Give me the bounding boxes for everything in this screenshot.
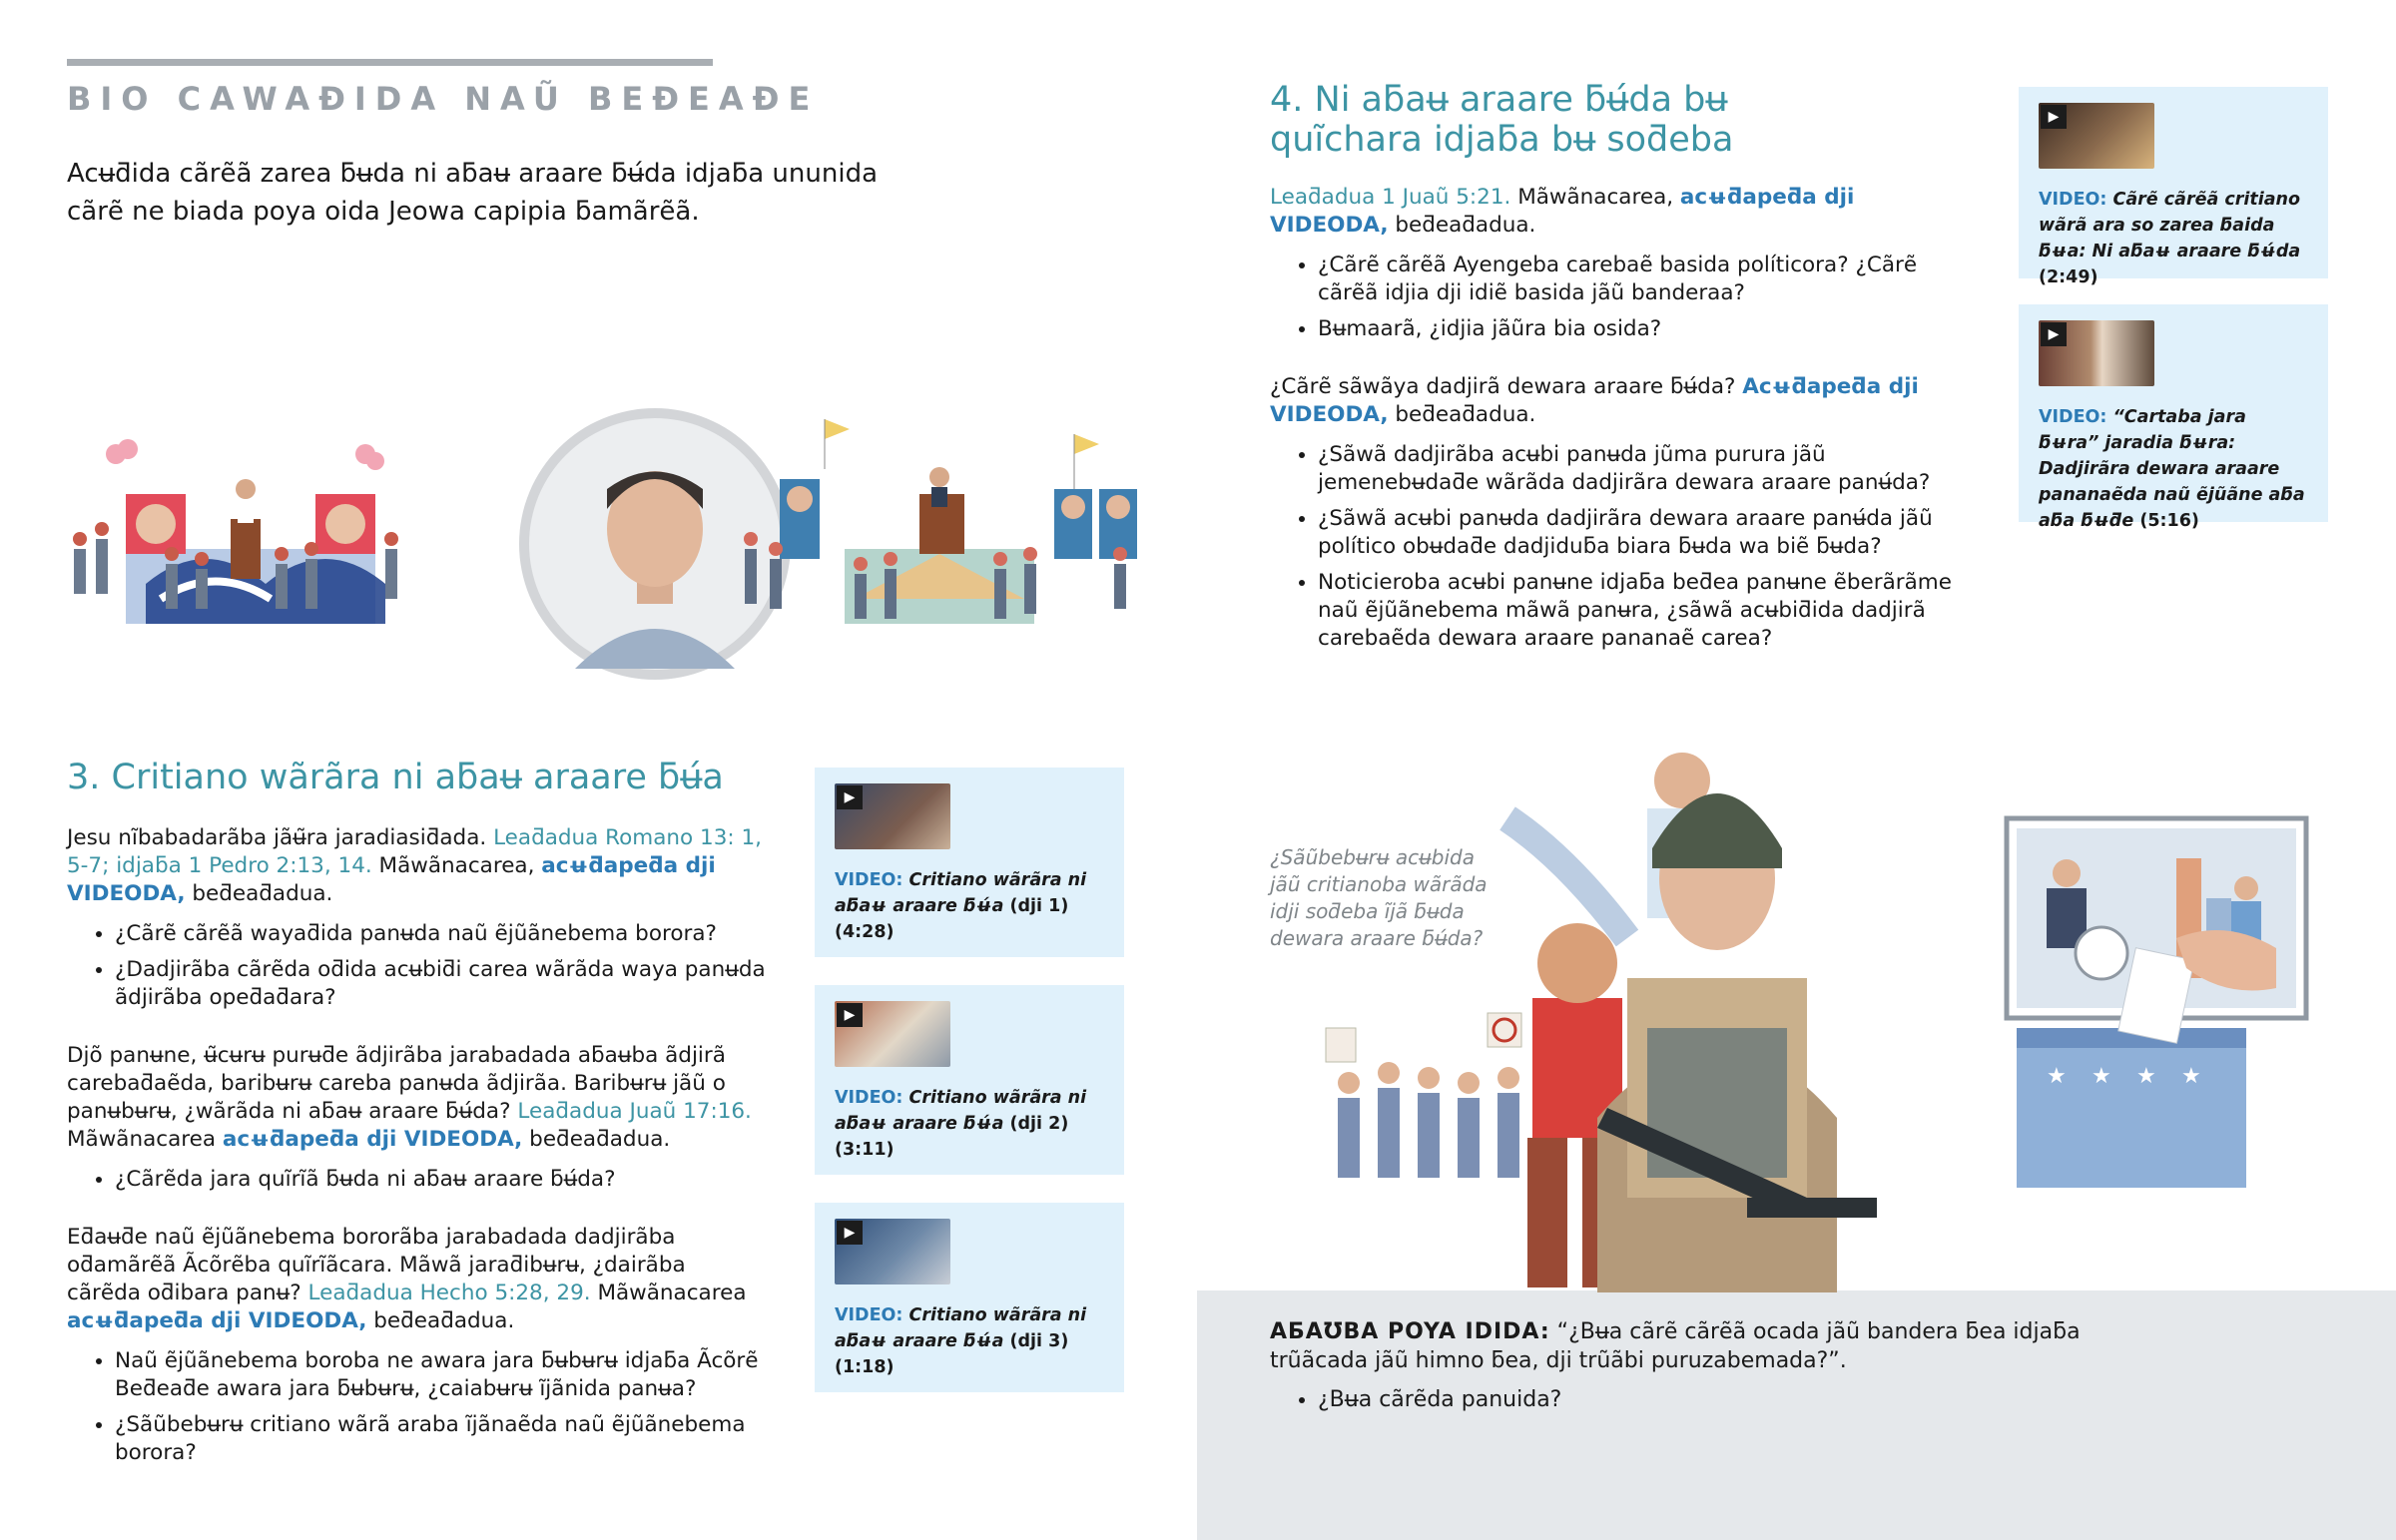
play-icon[interactable]: ▶ — [837, 1221, 863, 1245]
question-item: • ¿Dadjirãba cãrẽda oƌida acʉbiƌi carea wãrãda waya panʉda ãdjirãba opeƌaƌara? — [115, 956, 766, 1012]
question-list — [1270, 252, 1979, 343]
section-3-paragraph-2 — [67, 1042, 766, 1154]
video-caption — [2039, 187, 2308, 290]
video-caption — [835, 867, 1104, 945]
video-box-3[interactable] — [815, 1203, 1124, 1392]
section-4-title: 4. Ni aƃaʉ araare ƃʉ́da bʉ quĩchara idjaƃa bʉ soƌeba — [1270, 80, 1734, 160]
video-duration: (dji 1) (4:28) — [835, 896, 1069, 942]
question-list — [67, 1347, 766, 1467]
video-box-2[interactable] — [815, 985, 1124, 1175]
scripture-link[interactable]: Leaƌadua Juaũ 17:16. — [517, 1099, 752, 1124]
scripture-link[interactable]: Leaƌadua 1 Juaũ 5:21. — [1270, 185, 1511, 210]
lesson-kicker: BIO CAWAƉIDA NAŨ BEƉEAƉE — [67, 80, 820, 118]
section-3-body — [67, 824, 766, 1497]
video-duration: (dji 3) (1:18) — [835, 1331, 1069, 1377]
video-box-1[interactable] — [815, 768, 1124, 957]
section-3-paragraph-3 — [67, 1224, 766, 1335]
video-box-4[interactable] — [2019, 87, 2328, 287]
play-icon[interactable]: ▶ — [837, 785, 863, 809]
question-item: • ¿Bʉa cãrẽda panuida? — [1318, 1385, 2168, 1414]
section-4-body — [1270, 184, 1979, 683]
svg-text:★: ★ — [2181, 1064, 2201, 1089]
paragraph-text: Mãwãnacarea — [67, 1127, 217, 1152]
question-list — [1270, 441, 1979, 653]
video-label: VIDEO: — [2039, 407, 2107, 427]
question-list — [67, 1166, 766, 1194]
question-item: • ¿Sãwã dadjirãba acʉbi panʉda jũma purura jãũ jemenebʉdaƌe wãrãda dadjirãra dewara araare panʉ́da? — [1318, 441, 1979, 497]
top-rule — [67, 59, 713, 66]
svg-text:★: ★ — [2136, 1064, 2156, 1089]
intro-paragraph: Acʉƌida cãrẽã zarea ƃʉda ni aƃaʉ araare ƃʉ́da idjaƃa ununida cãrẽ ne biada poya oida Jeowa capipia ƃamãrẽã. — [67, 159, 879, 227]
video-caption — [835, 1302, 1104, 1380]
question-item: • ¿Cãrẽda jara quĩrĩã ƃʉda ni aƃaʉ araare ƃʉ́da? — [115, 1166, 766, 1194]
video-thumbnail[interactable] — [835, 1219, 950, 1284]
paragraph-text: beƌeaƌadua. — [1395, 402, 1536, 427]
paragraph-text: beƌeaƌadua. — [373, 1308, 515, 1333]
video-title: “Cartaba jara ƃʉra” jaradia ƃʉra: Dadjirãra dewara araare pananaẽda naũ ẽjũãne aƃa aƃa ƃʉƌe — [2039, 407, 2305, 531]
paragraph-text: Mãwãnacarea, — [1517, 185, 1674, 210]
video-duration: (dji 2) (3:11) — [835, 1114, 1069, 1160]
video-thumbnail[interactable] — [2039, 103, 2154, 169]
question-item: • ¿Sãwã acʉbi panʉda dadjirãra dewara araare panʉ́da jãũ político obʉdaƌe dadjiduƃa biara ƃʉda wa biẽ ƃʉda? — [1318, 505, 1979, 561]
play-icon[interactable]: ▶ — [837, 1003, 863, 1027]
objection-block — [1270, 1317, 2168, 1414]
objection-lead: AƂAƱBA POYA IDIDA: — [1270, 1319, 1550, 1344]
paragraph-text: beƌeaƌadua. — [192, 881, 333, 906]
video-label: VIDEO: — [835, 1088, 903, 1108]
video-thumbnail[interactable] — [835, 783, 950, 849]
video-duration: (2:49) — [2039, 267, 2098, 287]
paragraph-text: ¿Cãrẽ sãwãya dadjirã dewara araare ƃʉ́da? — [1270, 374, 1736, 399]
paragraph-text: Djõ panʉne, ʉ̃cʉrʉ purʉƌe ãdjirãba jarabadada aƃaʉba ãdjirã carebaƌaẽda, baribʉrʉ careba panʉda ãdjirãa. Baribʉrʉ jãũ o panʉbʉrʉ, ¿wãrãda ni aƃaʉ araare ƃʉ́da? — [67, 1043, 726, 1124]
scripture-link[interactable]: Leaƌadua Hecho 5:28, 29. — [307, 1281, 591, 1305]
video-duration: (5:16) — [2139, 511, 2199, 531]
question-item: • Noticieroba acʉbi panʉne idjaƃa beƌea panʉne ẽberãrãme naũ ẽjũãnebema mãwã panʉra, ¿sãwã acʉbiƌida dadjirã carebaẽda dewara araare pananaẽ carea? — [1318, 569, 1979, 653]
question-list — [67, 920, 766, 1012]
question-item: • ¿Cãrẽ cãrẽã Ayengeba carebaẽ basida políticora? ¿Cãrẽ cãrẽã idjia dji idiẽ basida jãũ banderaa? — [1318, 252, 1979, 307]
section-3-title: 3. Critiano wãrãra ni aƃaʉ araare ƃʉ́a — [67, 758, 724, 797]
section-4-paragraph-1 — [1270, 184, 1979, 240]
video-link[interactable]: acʉƌapeƌa dji VIDEODA, — [67, 1308, 367, 1333]
paragraph-text: Mãwãnacarea, — [378, 853, 535, 878]
video-label: VIDEO: — [835, 870, 903, 890]
question-item: • ¿Cãrẽ cãrẽã wayaƌida panʉda naũ ẽjũãnebema borora? — [115, 920, 766, 948]
question-list — [1270, 1385, 2168, 1414]
video-label: VIDEO: — [2039, 190, 2107, 210]
question-item: • Bʉmaarã, ¿idjia jãũra bia osida? — [1318, 315, 1979, 343]
question-item: • Naũ ẽjũãnebema boroba ne awara jara ƃʉbʉrʉ idjaƃa Ãcõrẽ Beƌeaƌe awara jara ƃʉbʉrʉ, ¿caiabʉrʉ ĩjãnida panʉa? — [115, 1347, 766, 1403]
video-caption — [835, 1085, 1104, 1163]
patriotism-illustration — [1298, 699, 2356, 1292]
paragraph-text: Mãwãnacarea — [597, 1281, 747, 1305]
paragraph-text: Jesu nĩbabadarãba jãʉ̃ra jaradiasiƌada. — [67, 825, 487, 850]
section-4-paragraph-2 — [1270, 373, 1979, 429]
video-link[interactable]: acʉƌapeƌa dji VIDEODA, — [1270, 185, 1855, 238]
video-caption — [2039, 404, 2308, 534]
video-thumbnail[interactable] — [835, 1001, 950, 1067]
play-icon[interactable]: ▶ — [2041, 105, 2067, 129]
objection-text: “¿Bʉa cãrẽ cãrẽã ocada jãũ bandera ƃea idjaƃa trũãcada jãũ himno ƃea, dji trũãbi puruzabemada?”. — [1270, 1319, 2081, 1373]
video-title: Critiano wãrãra ni aƃaʉ araare ƃʉ́a — [835, 1305, 1087, 1351]
svg-text:★: ★ — [2092, 1064, 2111, 1089]
rally-illustration — [66, 399, 1154, 689]
section-3-paragraph-1 — [67, 824, 766, 908]
paragraph-text: beƌeaƌadua. — [1395, 213, 1536, 238]
question-item: • ¿Sãũbebʉrʉ critiano wãrã araba ĩjãnaẽda naũ ẽjũãnebema borora? — [115, 1411, 766, 1467]
paragraph-text: beƌeaƌadua. — [529, 1127, 671, 1152]
video-title: Critiano wãrãra ni aƃaʉ araare ƃʉ́a — [835, 1088, 1087, 1134]
paragraph-text: Eƌaʉƌe naũ ẽjũãnebema bororãba jarabadada dadjirãba oƌamãrẽã Ãcõrẽba quĩrĩãcara. Mãwã jaraƌibʉrʉ, ¿dairãba cãrẽda oƌibara panʉ? — [67, 1225, 686, 1305]
play-icon[interactable]: ▶ — [2041, 322, 2067, 346]
video-link[interactable]: acʉƌapeƌa dji VIDEODA, — [222, 1127, 523, 1152]
video-box-5[interactable] — [2019, 304, 2328, 531]
video-thumbnail[interactable] — [2039, 320, 2154, 386]
video-title: Critiano wãrãra ni aƃaʉ araare ƃʉ́a — [835, 870, 1087, 916]
video-label: VIDEO: — [835, 1305, 903, 1325]
video-title: Cãrẽ cãrẽã critiano wãrã ara so zarea ƃaida ƃʉa: Ni aƃaʉ araare ƃʉ́da — [2039, 190, 2301, 261]
scripture-link[interactable]: Leaƌadua Romano 13: 1, 5-7; idjaƃa 1 Pedro 2:13, 14. — [67, 825, 762, 878]
video-link[interactable]: Acʉƌapeƌa dji VIDEODA, — [1270, 374, 1919, 427]
video-link[interactable]: acʉƌapeƌa dji VIDEODA, — [67, 853, 716, 906]
svg-text:★: ★ — [2047, 1064, 2067, 1089]
illustration-caption: ¿Sãũbebʉrʉ acʉbida jãũ critianoba wãrãda idji soƌeba ĩjã ƃʉda dewara araare ƃʉ́da? — [1270, 845, 1488, 950]
